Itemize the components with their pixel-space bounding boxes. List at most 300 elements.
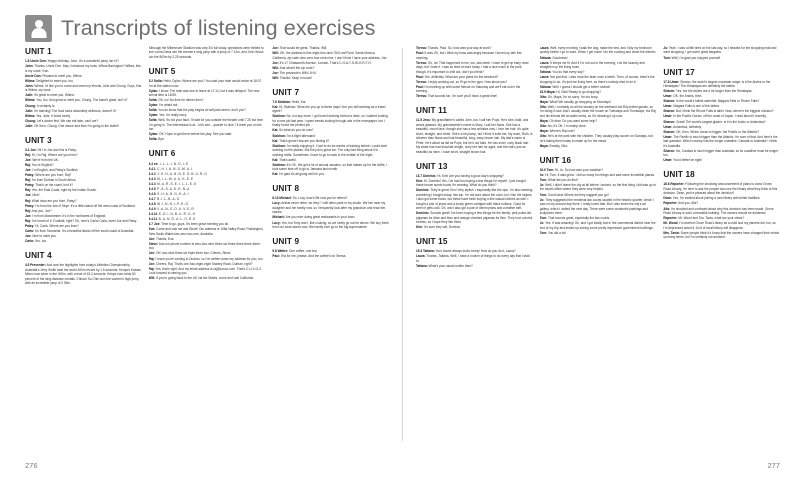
speaker-label: Siobhan:: [272, 114, 286, 119]
transcript-text: You did a lot!: [547, 230, 566, 235]
speaker-label: 9.8 Waiter:: [272, 249, 289, 254]
speaker-label: Kai:: [272, 138, 279, 143]
column-3: [272, 46, 389, 461]
transcript-line: [540, 134, 657, 143]
speaker-label: 4.5 Presenter:: [25, 263, 46, 268]
transcript-text: Wilma, I'd like you to come and meet my friends, Julie and Chung. Guys, this is Wilma, my boss.: [25, 83, 142, 93]
transcript-line: [149, 113, 266, 117]
transcript-text: And you, Joe?: [30, 208, 52, 213]
speaker-label: 17.8 Umar:: [663, 79, 680, 84]
transcript-text: Yes, I'm excited about joining a new library with better facilities.: [672, 196, 761, 201]
transcript-text: Not just that. I also mow the lawn once a week. Then, of course, there's the shopping to do. It's just me living here, so there's nobody else to do it.: [539, 75, 655, 84]
transcript-text: You, too. And great to meet you, Chung. The band's great, isn't it?: [35, 98, 128, 103]
exercise-ref: 6.4.11: [148, 217, 158, 222]
speaker-label: Chung:: [25, 103, 36, 108]
transcript-line: [25, 148, 142, 152]
transcript-text: Artists never retire, do they? I still often paint in my studio. We live near my daughter and her family now, so I frequently look after my grandson and read him stories.: [272, 201, 386, 215]
transcript-text: Well, I'm glad you enjoyed yourself.: [670, 55, 721, 60]
transcript-text: You do know that the play begins at half past seven, don't you?: [157, 108, 246, 113]
transcript-text: Hi, Kim! Are you having a good day's shopping?: [436, 173, 504, 178]
transcript-text: It's great to meet you, Wilma.: [33, 93, 75, 98]
speaker-label: Teresa:: [416, 94, 427, 99]
speaker-label: Patsy:: [25, 203, 35, 208]
spelling-line: [149, 187, 266, 191]
transcript-text: I'm shocked and confused about why this decision has been made. Grove Road Library is such a beautiful building. The owners should be ashamed.: [663, 206, 774, 215]
spelled-word: B-I-L-B-A-O: [155, 196, 180, 201]
speaker-label: Carla:: [25, 239, 34, 243]
transcript-text: The postcode's NW4 1HU.: [278, 70, 317, 75]
speaker-label: Sofia:: [148, 137, 158, 142]
transcript-line: [149, 276, 266, 280]
speaker-label: Joe:: [148, 251, 156, 256]
speaker-label: Joe:: [25, 158, 32, 162]
column-2: [149, 46, 273, 461]
transcript-text: OK then, Chung. One dance and then I'm going to the buffet!: [33, 123, 119, 128]
exercise-ref: 6.4.10: [148, 212, 158, 217]
transcript-line: [25, 214, 142, 218]
unit-heading: UNIT 4: [25, 250, 52, 260]
unit-heading: UNIT 11: [416, 106, 448, 116]
transcript-line: [272, 139, 389, 143]
speaker-label: Dean:: [663, 196, 673, 201]
transcript-line: [416, 225, 533, 229]
spelled-word: C-H-I-A-N-G-M-A-I: [155, 166, 193, 171]
speaker-label: Umar:: [663, 104, 673, 109]
spelling-line: [149, 202, 266, 206]
transcript-line: [272, 128, 389, 132]
transcript-text: Yes, but Tony and I, like cooking, so we rarely go out for dinner. We buy fresh from our local stores now. We hardly ever go to the big supermarket.: [272, 220, 389, 229]
speaker-label: 16.9 Tom:: [539, 167, 555, 172]
transcript-line: [272, 196, 389, 200]
transcript-line: [663, 182, 780, 195]
transcript-line: [149, 46, 266, 59]
transcript-line: [416, 80, 533, 84]
transcript-text: I'm starving! The food looks absolutely delicious, doesn't it?: [33, 108, 117, 113]
transcript-line: [25, 219, 142, 223]
spelled-word: V-A-N-C-O-U-V-E-R: [155, 207, 195, 212]
column-6: [663, 46, 780, 461]
transcript-text: I know you're coming to Durban, so I've written down my address for you, too.: [154, 256, 264, 261]
transcript-line: [272, 100, 389, 104]
spelling-line: [149, 162, 266, 166]
transcript-text: Hi, Siobhan. What are you up to these days? Are you still working as a travel agent?: [272, 104, 386, 114]
page-number-right: 277: [767, 461, 780, 470]
transcript-line: [25, 93, 142, 97]
transcript-text: Thanks, Tatiana. Well, I have a routine of things to do every day that I stick to.: [416, 254, 530, 263]
transcript-text: I'm English, and Patsy's Scottish.: [31, 168, 79, 173]
transcript-line: [663, 80, 780, 89]
speaker-label: Will:: [272, 51, 279, 56]
transcript-line: [25, 109, 142, 113]
column-1: [25, 46, 149, 461]
transcript-line: [540, 119, 657, 123]
transcript-text: Happy birthday, John. It's a wonderful party, isn't it?: [46, 59, 119, 64]
speaker-label: Tatiana:: [416, 263, 428, 268]
transcript-text: What! We usually go shopping on Mondays!: [548, 99, 611, 104]
transcript-text: One coffee, one tea.: [288, 249, 318, 254]
transcript-line: [149, 118, 266, 131]
transcript-line: [663, 196, 780, 200]
transcript-line: [25, 188, 142, 192]
spelling-line: [149, 172, 266, 176]
transcript-text: It's OK. We get a lot of annual vacation, so that makes up for the shifts. I took some time off to go to Jamaica last month.: [272, 162, 388, 172]
transcript-text: I've heard of it. Football, right? Oh, here's Carla! Carla, meet Joe and Patsy.: [30, 218, 137, 223]
speaker-label: Kai:: [272, 172, 279, 177]
unit-heading: UNIT 6: [148, 149, 176, 159]
transcript-line: [416, 179, 533, 188]
transcript-line: [540, 221, 657, 230]
transcript-line: [272, 134, 389, 138]
transcript-text: I enjoy working out, so I'll go to the gym. How about you?: [426, 79, 508, 84]
speaker-label: Raj:: [25, 218, 31, 223]
transcript-text: Yes. It was amazing! Oh, and I got totally lost in the commercial district near the end of my trip and ended up seeing some pretty impressive government buildings.: [539, 221, 656, 230]
speaker-label: Laura:: [539, 46, 550, 50]
transcript-line: [149, 98, 266, 102]
transcript-line: [540, 124, 657, 128]
speaker-label: Dominic:: [416, 188, 430, 193]
transcript-text: Well, I normally do all the laundry on the weekend but Raj invited guests, so I'm doing it now. And I usually clean the house on Tuesdays and Thursdays, but Raj and his friends left an awful mess, so I'm cleaning it up now.: [539, 104, 656, 118]
transcript-line: [663, 109, 780, 113]
unit-heading: UNIT 13: [416, 161, 448, 171]
speaker-label: Joe:: [272, 46, 279, 50]
speaker-label: Laura:: [539, 75, 550, 80]
speaker-label: Will:: [272, 75, 279, 80]
speaker-label: Tatiana:: [539, 84, 552, 89]
speaker-label: Jo:: [663, 46, 669, 50]
transcript-line: [663, 130, 780, 134]
page-title: Transcripts of listening exercises: [61, 16, 376, 40]
transcript-line: [25, 163, 142, 167]
transcript-line: [149, 267, 266, 276]
transcript-line: [25, 168, 142, 172]
transcript-text: It keeps me fit. And if I'm not out in the evening, I do the laundry and straighten up the living room.: [539, 60, 645, 70]
speaker-label: Maya:: [539, 129, 549, 134]
speaker-label: Umar:: [663, 124, 673, 129]
speaker-label: Raj:: [25, 152, 31, 157]
transcript-text: OK: two-nine-three-six triple three two. Cheers, Steve.: [155, 251, 232, 256]
transcript-text: Hello, Kai.: [291, 99, 307, 104]
transcript-text: No, not any more. I got bored working behind a desk, so I started looking for a new job last year. I spent weeks looking through ads in the newspaper, but I finally found the perfect job.: [272, 114, 388, 128]
exercise-ref: 6.4.6: [148, 191, 156, 196]
transcript-line: [416, 46, 533, 50]
transcript-line: [25, 119, 142, 123]
transcript-line: [663, 99, 780, 103]
transcript-line: [540, 46, 657, 55]
transcript-line: [663, 94, 780, 98]
speaker-label: Paul:: [416, 74, 424, 79]
speaker-label: Julie:: [25, 93, 34, 98]
speaker-label: Raj:: [148, 256, 155, 261]
transcript-line: [540, 90, 657, 94]
speaker-label: 3.4 Joe:: [25, 147, 37, 152]
transcript-line: [663, 207, 780, 216]
speaker-label: Alis:: [663, 206, 671, 211]
speaker-label: Lucy:: [272, 220, 281, 225]
speaker-label: Joe:: [25, 213, 32, 218]
speaker-label: Will:: [148, 276, 156, 281]
speaker-label: 18.6 Reporter:: [663, 182, 685, 187]
speaker-label: Joe:: [272, 70, 279, 75]
transcript-text: Is the world's tallest waterfall: Niagara Falls or Rhone Falls?: [675, 99, 760, 104]
transcript-line: [25, 114, 142, 118]
transcript-line: [25, 173, 142, 177]
transcript-text: That would be great. Thanks, Will.: [278, 46, 328, 50]
transcript-text: And our phone number is zero-two-nine-three-six-three-three-three-three-two.: [148, 241, 261, 251]
transcript-line: [663, 114, 780, 118]
speaker-label: Patsy:: [25, 183, 35, 188]
spelled-word: B-A-N-G-A-L-O-R-E: [157, 217, 196, 222]
transcript-line: [416, 118, 533, 154]
transcript-text: Hi, Tom. It was great. I did so many fun things and saw some incredible places.: [544, 172, 656, 177]
transcript-text: Delighted to meet you, too.: [35, 78, 74, 83]
speaker-label: Uncle Don:: [25, 73, 42, 78]
transcript-text: Well, every morning I walk the dog, make the bed, and I tidy my bedroom quickly before I go to work. When I get home I do the cooking and clean the kitchen.: [539, 46, 657, 55]
transcript-text: Oh, no! That happened to me, too, last week. I have to get up early most days, but I hate it. I was so tired at work today. I had a nice lunch in the park though. It's important to chill out, don't you think?: [416, 60, 529, 74]
speaker-label: Patsy:: [25, 173, 35, 178]
speaker-label: Umar:: [663, 134, 673, 139]
transcript-text: And now the highlights from today's Athletics Championship. Australia's Jerry Smith beat the world 400m record by 1.5 seconds. Kenya's Kamau Mbuni won silver in the 400m, with a time of 43.4 seconds. Kenya now holds 50 percent of the long-distance medals. China's Su Chin won the women's high jump, with an incredible jump of 2.05m.: [25, 263, 141, 285]
speaker-label: John:: [25, 83, 34, 88]
unit-heading: UNIT 7: [272, 87, 300, 97]
transcript-text: My grandfather's called John, but I call him Pops. He's slim, bald, and wears glasses. My grandmother's name is Mary. I call her Nana. She has a beautiful, round face, though she has a few wrinkles now. I love her hair. It's quite short, straight, and white. She's a bit plump, but I think it suits her. My mom, Ruth, is slimmer than Nana and has beautiful, long, wavy brown hair. My dad's name is Peter. He's about as tall as Pops, but he's not bald. He has short, curly black hair. My sister has had shoulder-length, curly red hair for ages, and the hair's just as beautiful as mine. I have short, straight brown hair.: [416, 118, 533, 154]
exercise-ref: 6.4.5: [148, 186, 156, 191]
unit-heading: UNIT 16: [539, 155, 572, 165]
transcript-text: I'm afraid not.: [158, 103, 179, 108]
speaker-label: Lucy:: [272, 201, 281, 206]
transcript-line: [25, 239, 142, 243]
transcript-line: [540, 100, 657, 104]
transcript-text: That's great! How are you finding it?: [278, 138, 330, 143]
transcript-text: Pleased to meet you, Wilma.: [41, 73, 83, 78]
transcript-line: [272, 215, 389, 219]
speaker-label: Umar:: [663, 94, 673, 99]
column-5: [540, 46, 664, 461]
spelled-word: J-O-H-A-N-N-E-S-B-U-R-G: [155, 171, 208, 176]
speaker-label: Laura:: [539, 60, 550, 65]
speaker-label: Carla:: [25, 228, 34, 233]
transcript-line: [25, 74, 142, 78]
transcript-line: [25, 104, 142, 108]
transcript-text: Goodness!: [551, 55, 568, 60]
transcript-line: [416, 249, 533, 253]
transcript-text: Thanks, Uncle Don. May I introduce my boss, Wilma Barrington? Wilma, this is my uncle, Don.: [25, 64, 141, 73]
spelled-word: M-I-L-W-A-U-K-E-E: [155, 176, 194, 181]
speaker-label: Sharon:: [663, 109, 676, 114]
speaker-label: 11.5 Jess:: [416, 118, 431, 123]
transcript-line: [25, 224, 142, 228]
transcript-line: [25, 209, 142, 213]
transcript-line: [416, 94, 533, 98]
speaker-label: Mr. Wood:: [663, 221, 679, 226]
speaker-label: Wilma:: [25, 78, 36, 83]
transcript-text: Thanks. Keep in touch!: [278, 75, 312, 80]
transcript-text: Although the Millennium Stadium was only 3/4 full today, spectators were thrilled to see Lorna Davis win the women's long jump with a jump of 7.12m, and John Wood win the 800m by 2.25 seconds.: [148, 46, 264, 59]
transcript-line: [272, 249, 389, 253]
unit-heading: UNIT 5: [148, 66, 176, 76]
transcript-line: [25, 64, 142, 73]
speaker-label: Sharon:: [663, 129, 676, 134]
transcript-line: [540, 173, 657, 177]
speaker-label: Sharon:: [663, 89, 676, 94]
column-4: [416, 46, 540, 461]
spread-gutter-divider: [402, 48, 403, 441]
folio-row: [0, 461, 800, 470]
speaker-label: Joe:: [25, 193, 32, 198]
transcript-line: [416, 61, 533, 74]
speaker-label: Jo:: [539, 172, 545, 177]
speaker-label: Mrs. Tania:: [663, 230, 680, 235]
speaker-label: Joe:: [148, 236, 156, 241]
transcript-line: [272, 66, 389, 70]
speaker-label: Dylan:: [148, 132, 159, 137]
speaker-label: Dylan:: [148, 88, 159, 93]
transcript-line: [540, 168, 657, 172]
icon-head-shape: [35, 20, 43, 28]
transcript-line: [272, 114, 389, 127]
transcript-text: OK, the Andes, then.: [672, 94, 703, 99]
speaker-label: Paul:: [416, 84, 424, 89]
transcript-text: So, Lucy, how's life now you've retired?: [291, 196, 348, 201]
exercise-ref: 6.4 ex:: [148, 161, 159, 166]
transcript-line: [25, 204, 142, 208]
transcript-line: [663, 56, 780, 60]
transcript-text: Oh dear. Do you want some help?: [548, 118, 597, 123]
transcript-line: [149, 132, 266, 136]
transcript-line: [416, 85, 533, 94]
speaker-label: Chung:: [25, 118, 36, 123]
speaker-label: Maya:: [539, 118, 549, 123]
transcript-text: Hi! I'm Joe and this is Patsy.: [36, 147, 77, 152]
transcript-text: You're English?: [30, 163, 54, 168]
transcript-line: [540, 216, 657, 220]
transcript-text: The Pacific is much bigger than the Atlantic. I'm sure of that. And here's the last question: Which country has the longer coastline: Canada or Australia? I think it's Australia.: [663, 134, 778, 148]
transcript-text: Some people think it's funny that the owners have changed their minds so many times, but I'm certainly not amused.: [663, 230, 779, 240]
transcript-line: [149, 137, 266, 141]
transcript-text: I'm meeting up with some friends on Saturday and we'll eat out in the evening.: [416, 84, 521, 94]
transcript-text: I'm from Durban in South Africa.: [30, 178, 77, 183]
spelled-word: S-H-A-N-G-H-A-I: [155, 191, 190, 196]
speaker-label: Julie:: [25, 108, 34, 113]
transcript-text: Bye.: [157, 137, 165, 142]
speaker-label: 15.9 Maya:: [539, 89, 556, 94]
transcript-text: What did you do first?: [547, 177, 579, 182]
transcript-text: OK, then. Which ocean is bigger: the Pacific or the Atlantic?: [675, 129, 760, 134]
transcript-text: Hi, Dominic! Yes, I've had fun buying a few things for myself. I just bought these brown suede boots I'm wearing. What do you think?: [416, 178, 526, 188]
transcript-text: You do that every day?: [551, 70, 585, 75]
transcript-line: [25, 263, 142, 285]
transcript-line: [663, 125, 780, 129]
speaker-label: Joe:: [148, 261, 156, 266]
spelled-word: E-D-I-N-B-U-R-G-H: [157, 212, 196, 217]
speaker-label: Sharon:: [663, 148, 676, 153]
transcript-text: They suggested the medieval law courts located in the historic quarter, which I saw on my second day there. I really loved that. But I also loved the city's art gallery, which I visited the next day. There were some wonderful paintings and sculptures there.: [539, 197, 654, 215]
transcript-text: I'm worried Grove Road Library as a child and my parents did, too, so I'm depressed about it. A lot of local history will disappear.: [663, 221, 776, 230]
speaker-label: Dylan:: [148, 103, 159, 108]
transcript-text: Exactly, Gita.: [548, 143, 568, 148]
speaker-label: Kai:: [272, 128, 279, 133]
page-header: [0, 0, 800, 46]
transcript-line: [416, 264, 533, 268]
unit-heading: UNIT 9: [272, 236, 300, 246]
transcript-text: I'm really enjoying it. I had to do six weeks of training before I could start working on the planes. But the job is great fun. The only bad thing about it is working shifts. Sometimes I have to go to work in the middle of the night.: [272, 143, 387, 157]
spelled-word: W-I-N-N-I-P-E-G: [155, 202, 189, 207]
exercise-ref: 6.4.7: [148, 196, 156, 201]
transcript-line: [25, 98, 142, 102]
transcript-line: [149, 103, 266, 107]
transcript-line: [25, 124, 142, 128]
speaker-label: 1.6 Uncle Don:: [25, 59, 47, 64]
transcript-text: Well, it's not your fault. I'll wait for you outside the theater until 7.25 but then I'm going in. The intermission's at... let's see... quarter to nine. I'll meet you on the bar.: [148, 118, 264, 132]
transcript-text: Yes, but the Andes are a lot longer than the Himalayas.: [675, 89, 753, 94]
transcript-line: [25, 229, 142, 233]
transcript-text: Yes. I'm really sorry.: [158, 113, 187, 118]
transcript-text: Following the shocking announcement of plans to close Grove Road Library, I'm here to ask the people who use the library what they think of this decision. Dean, you're pleased about the decision?: [663, 182, 778, 196]
transcript-text: OK. Hope to get there before the play. See you later.: [158, 132, 233, 137]
unit-heading: UNIT 18: [663, 170, 695, 180]
transcript-line: [540, 231, 657, 235]
left-leaf: [25, 46, 396, 461]
speaker-label: Raj:: [25, 208, 31, 213]
transcript-line: [663, 216, 780, 220]
transcript-line: [540, 105, 657, 118]
exercise-ref: 6.4.9: [148, 207, 156, 212]
speaker-label: Raj:: [25, 163, 31, 168]
speaker-label: 6.7 Joe:: [148, 222, 161, 227]
transcript-line: [663, 221, 780, 230]
transcript-text: Yeah. I was a little tired on the last day, so I headed for the shopping mall and went shopping. I got some great bargains.: [663, 46, 777, 55]
speaker-label: 15.3 Tatiana:: [416, 249, 435, 254]
transcript-line: [663, 104, 780, 108]
transcript-text: It's 17 Chatsworth Avenue, London. That's C-H-A-T-S-W-O-R-T-H.: [278, 60, 372, 65]
unit-heading: UNIT 1: [25, 47, 52, 56]
transcript-line: [540, 183, 657, 192]
transcript-text: Yes, that's right. And my email address is raj@cuvox.com. That's C-U-V-O-X. Look forward to seeing you.: [148, 266, 263, 276]
transcript-line: [149, 251, 266, 255]
transcript-text: Nice!: [31, 193, 40, 198]
transcript-line: [540, 70, 657, 74]
exercise-ref: 6.4.3: [148, 176, 156, 181]
transcript-text: Great! The world's largest glacier: is it in the Arctic or Antarctica?: [675, 119, 766, 124]
speaker-label: Reporter:: [663, 201, 678, 206]
spelling-line: [149, 217, 266, 221]
transcript-text: Where's Raj now?: [548, 129, 575, 134]
transcript-line: [540, 75, 657, 84]
transcript-text: Cheers, Raj. That's one-four-eight-eight Stanley Road, Durban, right?: [155, 261, 253, 266]
speaker-label: Sharon:: [663, 119, 676, 124]
speaker-label: Kai:: [272, 104, 279, 109]
transcript-text: It was OK, but I think my boss was angry because I turned up late this morning.: [416, 51, 522, 60]
speaker-label: Raj:: [25, 178, 31, 183]
transcript-line: [663, 135, 780, 148]
spread-body: [0, 46, 800, 461]
transcript-line: [25, 153, 142, 157]
speaker-label: Jo:: [539, 197, 545, 202]
transcript-line: [25, 199, 142, 203]
speaker-label: Kim:: [416, 178, 423, 183]
speaker-label: Paul:: [416, 51, 424, 56]
transcript-line: [416, 254, 533, 263]
transcript-line: [540, 95, 657, 99]
transcript-line: [416, 174, 533, 178]
transcript-line: [272, 61, 389, 65]
transcript-text: Sharon, the world's largest mountain range: is it the Andes or the Himalayas? The Himalayas are definitely the tallest.: [663, 79, 771, 89]
spelling-line: [149, 177, 266, 181]
transcript-text: They're great, Kim! Very stylish. I especially like the zips. I'm also wearing something I bought today: this top. I'm not sure about the color, but I like the stripes. I also got some boots, but these have been buying a few casual clothes as well. I bought a pair of jeans and a lovely green cardigan with black buttons. Good for when it gets cold. Oh, and I also got a pair of denim jeans and a leather belt.: [416, 188, 533, 211]
transcript-text: That's on the coast, isn't it?: [34, 183, 74, 188]
transcript-line: [149, 222, 266, 226]
speaker-label: Julie:: [25, 123, 34, 128]
unit-heading: UNIT 15: [416, 237, 448, 247]
